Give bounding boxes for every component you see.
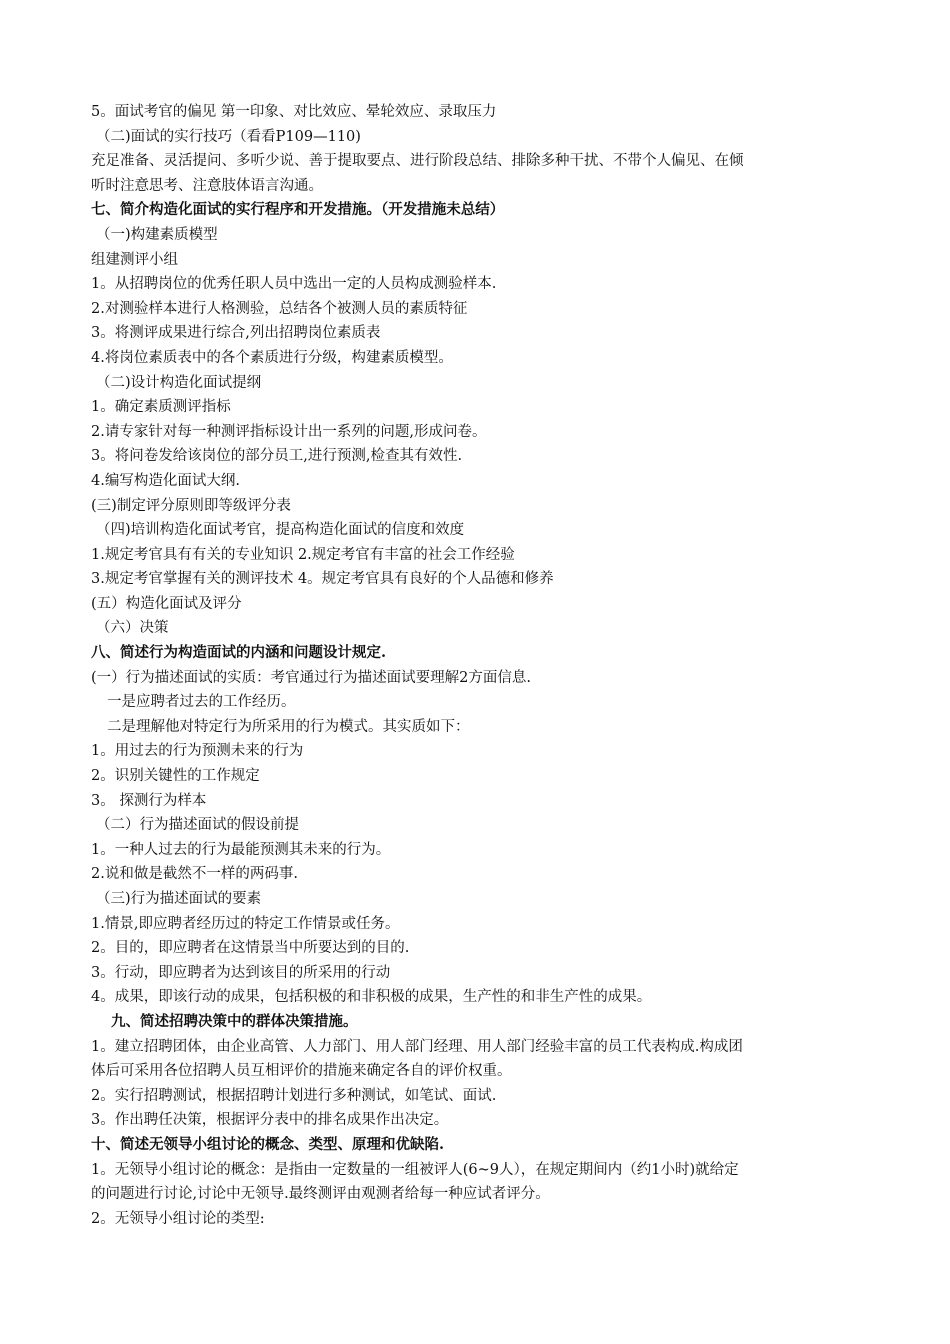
text-line: 充足准备、灵活提问、多听少说、善于提取要点、进行阶段总结、排除多种干扰、不带个人偏见、在倾	[91, 153, 744, 170]
text-line: （一)构建素质模型	[96, 226, 218, 243]
text-line: 的问题进行讨论,讨论中无领导.最终测评由观测者给每一种应试者评分。	[91, 1186, 550, 1203]
text-line: 2.说和做是截然不一样的两码事.	[91, 866, 298, 883]
document-page	[91, 100, 866, 1231]
text-line: (五）构造化面试及评分	[91, 595, 242, 612]
text-line: 听时注意思考、注意肢体语言沟通。	[91, 177, 323, 194]
text-line: 1。用过去的行为预测未来的行为	[91, 743, 304, 760]
text-line: 1。一种人过去的行为最能预测其未来的行为。	[91, 841, 391, 858]
text-line: 一是应聘者过去的工作经历。	[107, 694, 296, 711]
text-line: 1.规定考官具有有关的专业知识 2.规定考官有丰富的社会工作经验	[91, 546, 515, 563]
text-line: 1。建立招聘团体，由企业高管、人力部门、用人部门经理、用人部门经验丰富的员工代表构成.构成团	[91, 1038, 743, 1055]
section-heading: 七、简介构造化面试的实行程序和开发措施。（开发措施未总结）	[91, 201, 505, 219]
text-line: 2.对测验样本进行人格测验，总结各个被测人员的素质特征	[91, 300, 468, 317]
text-line: 1。从招聘岗位的优秀任职人员中选出一定的人员构成测验样本.	[91, 276, 497, 293]
text-line: 2.请专家针对每一种测评指标设计出一系列的问题,形成问卷。	[91, 423, 487, 440]
text-line: 2。无领导小组讨论的类型:	[91, 1210, 265, 1227]
section-heading: 十、简述无领导小组讨论的概念、类型、原理和优缺陷.	[91, 1135, 445, 1153]
text-line: 3.规定考官掌握有关的测评技术 4。规定考官具有良好的个人品德和修养	[91, 571, 554, 588]
text-line: （二)设计构造化面试提纲	[96, 374, 262, 391]
text-line: 1.情景,即应聘者经历过的特定工作情景或任务。	[91, 915, 400, 932]
text-line: 1。无领导小组讨论的概念：是指由一定数量的一组被评人(6~9人），在规定期间内（约1小时)就给定	[91, 1161, 739, 1178]
text-line: （三)行为描述面试的要素	[96, 891, 262, 907]
text-line: 2。目的，即应聘者在这情景当中所要达到的目的.	[91, 940, 410, 957]
text-line: 3。行动，即应聘者为达到该目的所采用的行动	[91, 964, 391, 981]
text-line: 2。识别关键性的工作规定	[91, 768, 260, 785]
section-heading: 九、简述招聘决策中的群体决策措施。	[111, 1012, 358, 1030]
text-line: 2。实行招聘测试，根据招聘计划进行多种测试，如笔试、面试.	[91, 1087, 497, 1104]
text-line: （四)培训构造化面试考官，提高构造化面试的信度和效度	[96, 522, 465, 539]
text-line: (三)制定评分原则即等级评分表	[91, 497, 291, 514]
text-line: 4。成果，即该行动的成果，包括积极的和非积极的成果，生产性的和非生产性的成果。	[91, 989, 652, 1006]
text-line: 体后可采用各位招聘人员互相评价的措施来确定各自的评价权重。	[91, 1063, 512, 1080]
text-line: 3。将测评成果进行综合,列出招聘岗位素质表	[91, 325, 381, 342]
text-line: （六）决策	[96, 620, 169, 637]
text-line: 1。确定素质测评指标	[91, 399, 231, 416]
text-line: （二)面试的实行技巧（看看P109—110)	[96, 128, 361, 145]
text-line: 3。将问卷发给该岗位的部分员工,进行预测,检查其有效性.	[91, 448, 463, 465]
text-line: 4.将岗位素质表中的各个素质进行分级，构建素质模型。	[91, 349, 453, 366]
section-heading: 八、简述行为构造面试的内涵和问题设计规定.	[91, 644, 387, 662]
text-line: (一）行为描述面试的实质：考官通过行为描述面试要理解2方面信息.	[91, 669, 531, 686]
text-line: 组建测评小组	[91, 251, 178, 268]
text-line: 5。面试考官的偏见 第一印象、对比效应、晕轮效应、录取压力	[91, 104, 497, 120]
text-line: 二是理解他对特定行为所采用的行为模式。其实质如下：	[107, 718, 470, 735]
text-line: （二）行为描述面试的假设前提	[96, 817, 299, 834]
text-line: 3。作出聘任决策，根据评分表中的排名成果作出决定。	[91, 1112, 449, 1129]
text-line: 3。 探测行为样本	[91, 792, 207, 809]
text-line: 4.编写构造化面试大纲.	[91, 472, 240, 489]
